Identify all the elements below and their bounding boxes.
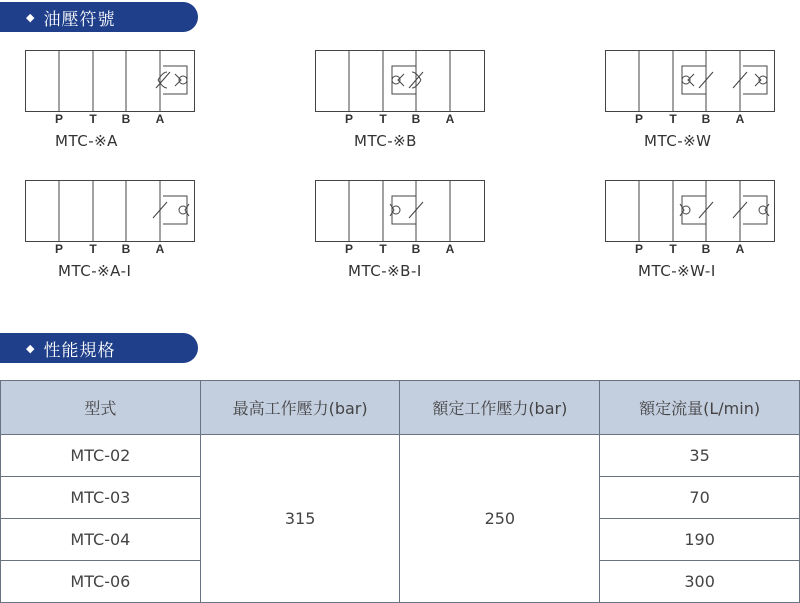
port-a: A	[445, 112, 455, 126]
symbol-label: MTC-※A-I	[58, 262, 132, 280]
symbol-mtc-w-i	[605, 180, 775, 280]
cell-model: MTC-03	[1, 477, 201, 519]
header-model: 型式	[1, 381, 201, 435]
port-t: T	[379, 242, 387, 256]
cell-model: MTC-04	[1, 519, 201, 561]
symbol-label: MTC-※W-I	[638, 262, 716, 280]
port-labels	[25, 242, 195, 258]
port-p: P	[54, 242, 64, 256]
port-labels	[315, 112, 485, 128]
port-p: P	[344, 242, 354, 256]
port-t: T	[89, 112, 97, 126]
port-b: B	[411, 242, 421, 256]
valve-symbol-diagram	[25, 180, 195, 242]
diamond-bullet-icon: ◆	[26, 341, 36, 355]
cell-flow: 35	[600, 435, 800, 477]
table-header-row	[1, 381, 800, 435]
cell-model: MTC-06	[1, 561, 201, 603]
port-labels	[605, 112, 775, 128]
port-b: B	[411, 112, 421, 126]
port-labels	[605, 242, 775, 258]
cell-flow: 70	[600, 477, 800, 519]
port-a: A	[445, 242, 455, 256]
cell-flow: 300	[600, 561, 800, 603]
valve-symbol-diagram	[605, 50, 775, 112]
port-b: B	[701, 242, 711, 256]
symbol-label: MTC-※W	[644, 132, 712, 150]
port-a: A	[735, 242, 745, 256]
port-p: P	[634, 112, 644, 126]
table-row	[1, 435, 800, 477]
valve-symbol-diagram	[315, 50, 485, 112]
port-p: P	[54, 112, 64, 126]
port-a: A	[155, 242, 165, 256]
header-max-pressure: 最高工作壓力(bar)	[200, 381, 400, 435]
port-t: T	[89, 242, 97, 256]
valve-symbol-diagram	[605, 180, 775, 242]
symbol-label: MTC-※B-I	[348, 262, 422, 280]
port-a: A	[735, 112, 745, 126]
port-a: A	[155, 112, 165, 126]
cell-model: MTC-02	[1, 435, 201, 477]
symbol-mtc-w	[605, 50, 775, 150]
port-labels	[25, 112, 195, 128]
section-header-hydraulic-symbols	[0, 2, 198, 32]
symbol-mtc-b-i	[315, 180, 485, 280]
diamond-bullet-icon: ◆	[26, 10, 36, 24]
valve-symbol-diagram	[315, 180, 485, 242]
port-p: P	[344, 112, 354, 126]
port-b: B	[121, 112, 131, 126]
section-header-specifications	[0, 333, 198, 363]
section-title: 性能規格	[43, 340, 116, 361]
symbol-mtc-a	[25, 50, 195, 150]
port-p: P	[634, 242, 644, 256]
section-title: 油壓符號	[43, 9, 116, 30]
symbol-label: MTC-※A	[55, 132, 118, 150]
port-t: T	[379, 112, 387, 126]
header-rated-pressure: 額定工作壓力(bar)	[400, 381, 600, 435]
header-rated-flow: 額定流量(L/min)	[600, 381, 800, 435]
cell-flow: 190	[600, 519, 800, 561]
symbol-mtc-a-i	[25, 180, 195, 280]
port-t: T	[669, 242, 677, 256]
port-b: B	[701, 112, 711, 126]
symbol-mtc-b	[315, 50, 485, 150]
port-labels	[315, 242, 485, 258]
spec-table	[0, 380, 800, 603]
symbol-label: MTC-※B	[354, 132, 417, 150]
port-b: B	[121, 242, 131, 256]
cell-rated-pressure: 250	[400, 435, 600, 603]
cell-max-pressure: 315	[200, 435, 400, 603]
port-t: T	[669, 112, 677, 126]
valve-symbol-diagram	[25, 50, 195, 112]
